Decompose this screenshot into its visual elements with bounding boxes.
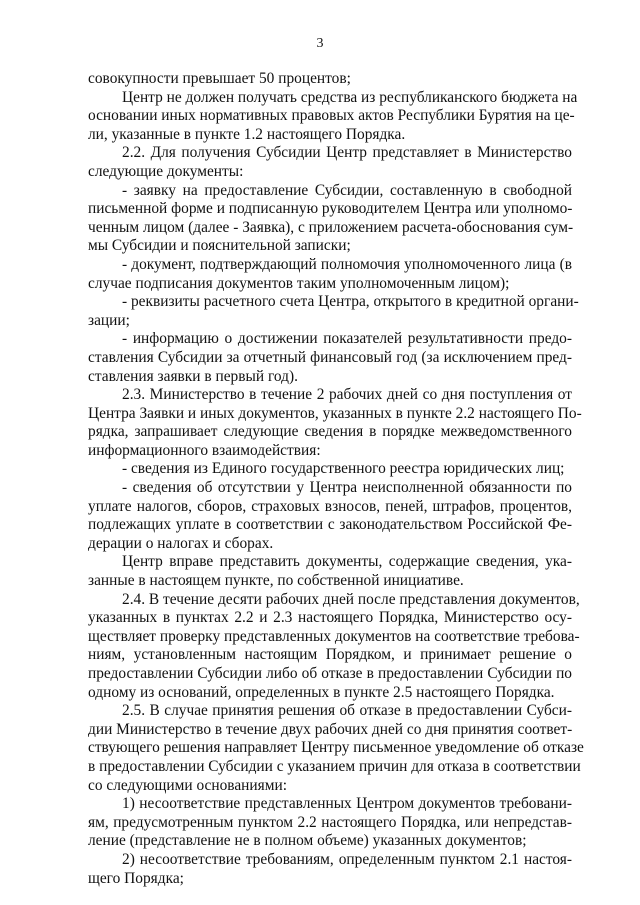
text-line: 2.4. В течение десяти рабочих дней после представления документов, [122, 590, 580, 608]
text-line: совокупности превышает 50 процентов; [88, 70, 351, 87]
text-line: 2) несоответствие требованиям, определенным пунктом 2.1 настоя- [122, 850, 572, 868]
text-line: предоставлении Субсидии либо об отказе в предоставлении Субсидии по [88, 665, 572, 682]
paragraph [88, 330, 572, 386]
text-line: ставления Субсидии за отчетный финансовый год (за исключением пред- [88, 348, 572, 366]
paragraph [88, 182, 572, 256]
text-line: Центр вправе представить документы, содержащие сведения, ука- [122, 553, 572, 571]
text-line: 2.3. Министерство в течение 2 рабочих дней со дня поступления от [122, 386, 572, 404]
text-line: письменной форме и подписанную руководителем Центра или уполномо- [88, 200, 573, 218]
text-line: Центр не должен получать средства из республиканского бюджета на [122, 88, 578, 106]
text-line: щего Порядка; [88, 869, 184, 887]
text-line: уплате налогов, сборов, страховых взносов, пеней, штрафов, процентов, [88, 497, 572, 515]
text-line: ществляет проверку представленных документов на соответствие требова- [88, 627, 580, 645]
text-line: ям, предусмотренным пунктом 2.2 настоящего Порядка, или непредстав- [88, 813, 572, 831]
text-line: ниям, установленным настоящим Порядком, и принимает решение о [88, 646, 572, 664]
text-line: указанных в пунктах 2.2 и 2.3 настоящего Порядка, Министерство осу- [88, 609, 572, 627]
text-line: 2.2. Для получения Субсидии Центр представляет в Министерство [122, 144, 572, 162]
text-line: 1) несоответствие представленных Центром документов требовани- [122, 795, 572, 813]
text-line: дии Министерство в течение двух рабочих дней со дня принятия соответ- [88, 720, 573, 738]
text-line: - реквизиты расчетного счета Центра, открытого в кредитной органи- [122, 293, 579, 311]
paragraph [88, 590, 580, 703]
paragraph [88, 851, 572, 888]
text-line: дерации о налогах и сборах. [88, 534, 274, 552]
text-line: занные в настоящем пункте, по собственной инициативе. [88, 572, 464, 590]
paragraph [88, 293, 579, 330]
text-line: - заявку на предоставление Субсидии, составленную в свободной [122, 181, 572, 199]
paragraph [88, 553, 572, 590]
text-line: Центра Заявки и иных документов, указанных в пункте 2.2 настоящего По- [88, 404, 582, 422]
paragraph [88, 144, 572, 181]
text-line: - документ, подтверждающий полномочия уполномоченного лица (в [122, 255, 572, 273]
text-line: со следующими основаниями: [88, 776, 287, 794]
text-line: основании иных нормативных правовых актов Республики Бурятия на це- [88, 107, 575, 125]
text-line: 2.5. В случае принятия решения об отказе в предоставлении Субси- [122, 702, 572, 720]
paragraph [88, 460, 572, 479]
text-line: ли, указанные в пункте 1.2 настоящего Порядка. [88, 125, 406, 143]
text-line: одному из оснований, определенных в пункте 2.5 настоящего Порядка. [88, 683, 555, 701]
document-body [88, 70, 584, 888]
text-line: зации; [88, 311, 130, 329]
text-line: рядка, запрашивает следующие сведения в порядке межведомственного [88, 423, 572, 441]
text-line: - информацию о достижении показателей результативности предо- [122, 330, 572, 348]
paragraph [88, 386, 582, 460]
paragraph [88, 256, 572, 293]
paragraph [88, 88, 578, 145]
text-line: ствующего решения направляет Центру письменное уведомление об отказе [88, 739, 584, 757]
text-line: - сведения из Единого государственного реестра юридических лиц; [122, 460, 565, 478]
paragraph [88, 795, 572, 851]
page-number: 3 [316, 36, 324, 51]
paragraph [88, 70, 572, 89]
text-line: информационного взаимодействия: [88, 441, 321, 459]
text-line: ление (представление не в полном объеме) указанных документов; [88, 832, 527, 850]
text-line: - сведения об отсутствии у Центра неисполненной обязанности по [122, 479, 572, 497]
paragraph [88, 479, 572, 553]
text-line: мы Субсидии и пояснительной записки; [88, 237, 351, 255]
text-line: ченным лицом (далее - Заявка), с приложением расчета-обоснования сум- [88, 218, 574, 236]
text-line: следующие документы: [88, 162, 244, 180]
text-line: подлежащих уплате в соответствии с законодательством Российской Фе- [88, 516, 572, 534]
text-line: случае подписания документов таким уполномоченным лицом); [88, 274, 510, 292]
paragraph [88, 702, 584, 795]
text-line: ставления заявки в первый год). [88, 367, 298, 385]
text-line: в предоставлении Субсидии с указанием причин для отказа в соответствии [88, 757, 581, 775]
